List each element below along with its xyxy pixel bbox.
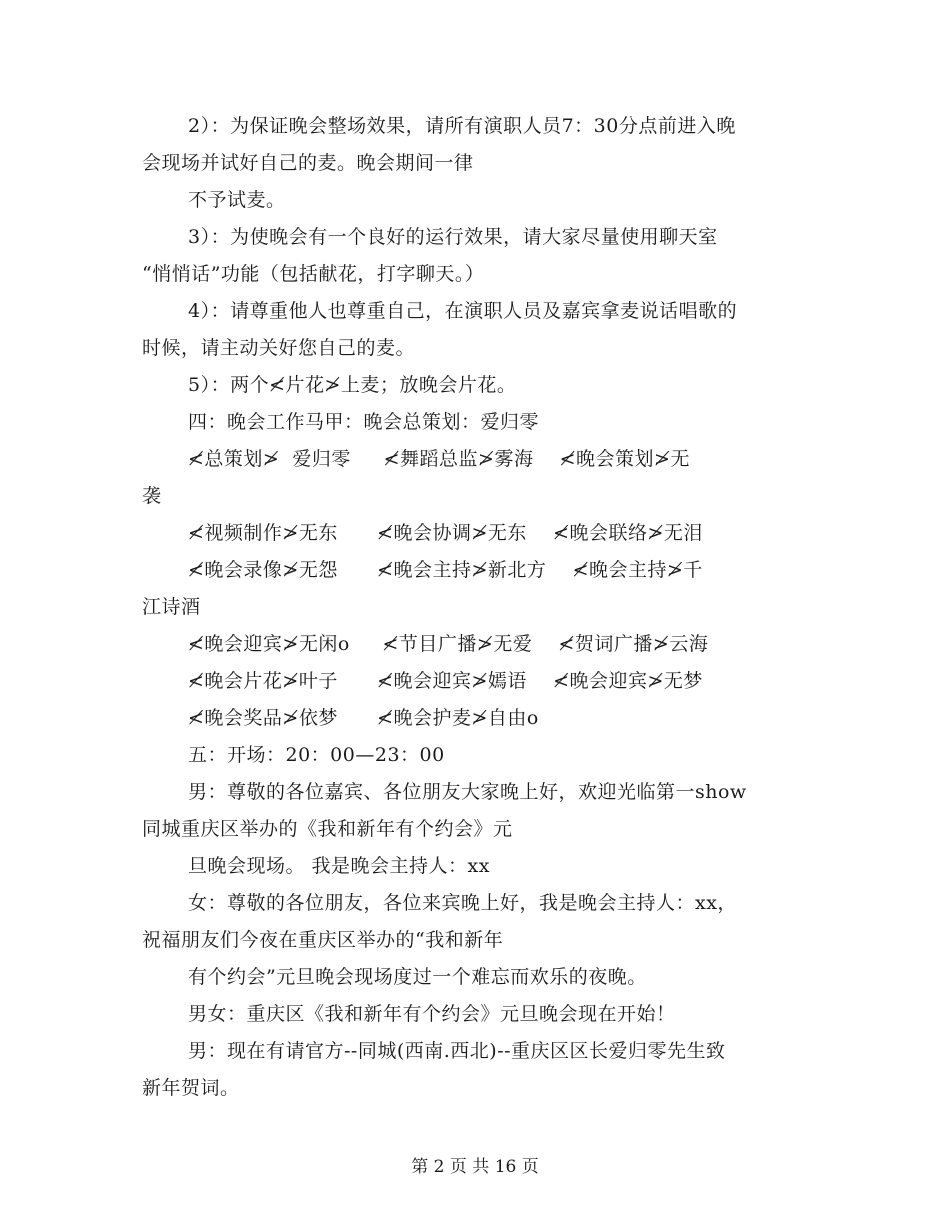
text-line: 男女：重庆区《我和新年有个约会》元旦晚会现在开始！ <box>188 1003 676 1025</box>
staff-row: ≮总策划≯ 爱归零 ≮舞蹈总监≯雾海 ≮晚会策划≯无 <box>188 448 690 470</box>
text-line: 新年贺词。 <box>142 1077 240 1099</box>
text-line: 时候，请主动关好您自己的麦。 <box>142 337 416 359</box>
text-line: 不予试麦。 <box>188 189 286 211</box>
section-heading: 五：开场：20：00—23：00 <box>188 744 445 766</box>
staff-row: ≮晚会奖品≯依梦 ≮晚会护麦≯自由o <box>188 707 539 729</box>
text-line: 祝福朋友们今夜在重庆区举办的“我和新年 <box>142 929 504 951</box>
staff-row-continuation: 袭 <box>142 485 162 507</box>
text-line: “悄悄话”功能（包括献花，打字聊天。） <box>142 263 485 285</box>
text-line: 男：尊敬的各位嘉宾、各位朋友大家晚上好，欢迎光临第一show <box>188 781 747 803</box>
staff-row: ≮视频制作≯无东 ≮晚会协调≯无东 ≮晚会联络≯无泪 <box>188 522 703 544</box>
staff-row: ≮晚会片花≯叶子 ≮晚会迎宾≯嫣语 ≮晚会迎宾≯无梦 <box>188 670 703 692</box>
document-body <box>142 108 814 1107</box>
text-line: 5）：两个≮片花≯上麦；放晚会片花。 <box>188 374 517 396</box>
staff-row-continuation: 江诗酒 <box>142 596 201 618</box>
text-line: 3）：为使晚会有一个良好的运行效果，请大家尽量使用聊天室 <box>188 226 718 248</box>
text-line: 2）：为保证晚会整场效果，请所有演职人员7：30分点前进入晚 <box>188 115 736 137</box>
text-line: 同城重庆区举办的《我和新年有个约会》元 <box>142 818 513 840</box>
text-line: 会现场并试好自己的麦。晚会期间一律 <box>142 152 474 174</box>
text-line: 旦晚会现场。 我是晚会主持人：xx <box>188 855 490 877</box>
staff-row: ≮晚会录像≯无怨 ≮晚会主持≯新北方 ≮晚会主持≯千 <box>188 559 703 581</box>
text-line: 4）：请尊重他人也尊重自己，在演职人员及嘉宾拿麦说话唱歌的 <box>188 300 738 322</box>
text-line: 有个约会”元旦晚会现场度过一个难忘而欢乐的夜晚。 <box>188 966 647 988</box>
page-number-footer: 第 2 页 共 16 页 <box>411 1157 539 1177</box>
text-line: 男：现在有请官方--同城(西南.西北)--重庆区区长爱归零先生致 <box>188 1040 726 1062</box>
section-heading: 四：晚会工作马甲：晚会总策划：爱归零 <box>188 411 540 433</box>
staff-row: ≮晚会迎宾≯无闲o ≮节目广播≯无爱 ≮贺词广播≯云海 <box>188 633 709 655</box>
text-line: 女：尊敬的各位朋友，各位来宾晚上好，我是晚会主持人：xx， <box>188 892 737 914</box>
